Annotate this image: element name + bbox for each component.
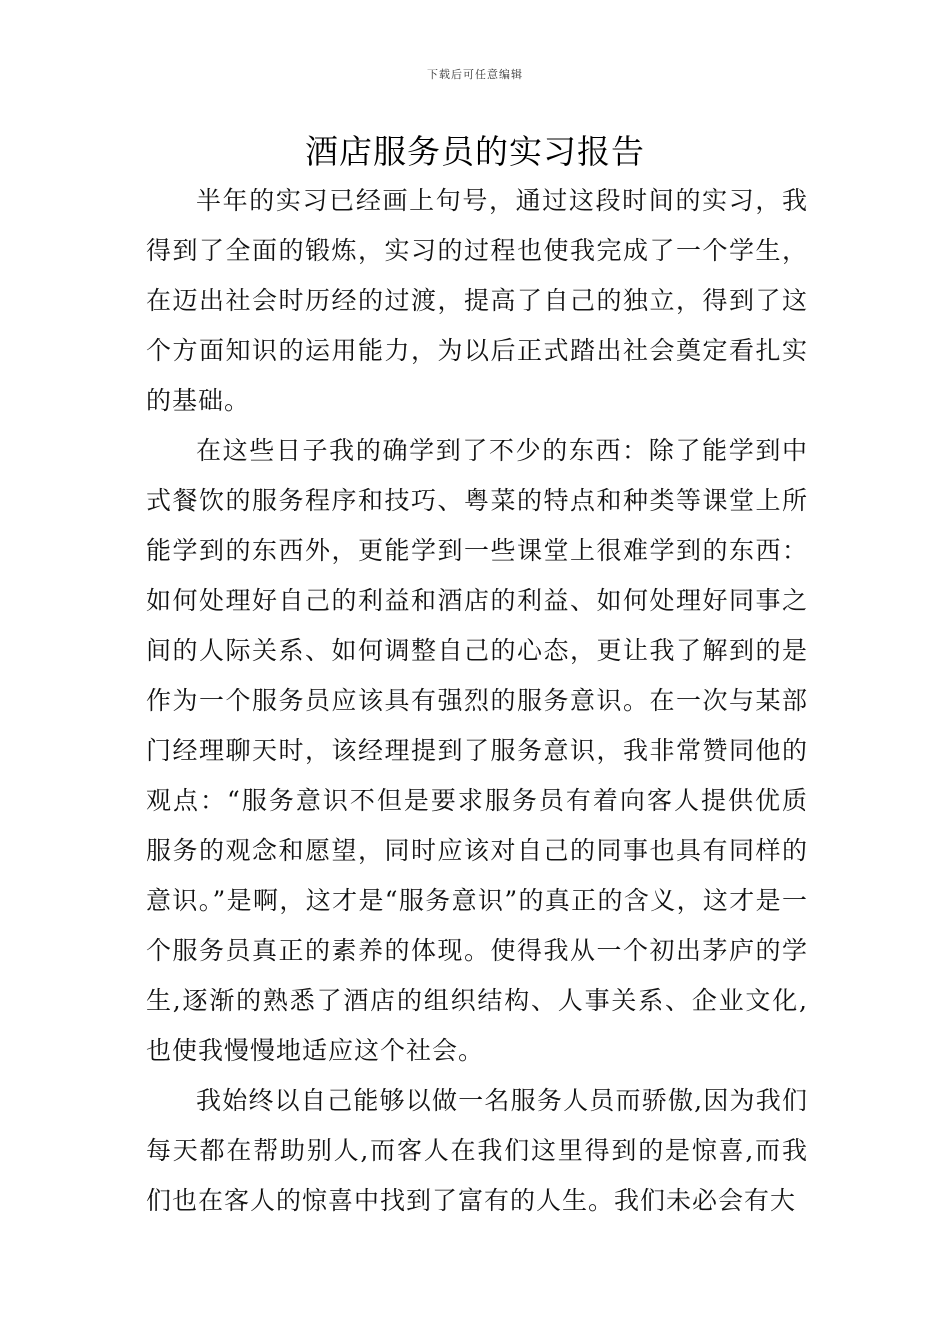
header-note: 下载后可任意编辑: [427, 68, 523, 81]
document-body: [146, 176, 808, 1226]
page-title: 酒店服务员的实习报告: [305, 132, 645, 171]
paragraph-3: 我始终以自己能够以做一名服务人员而骄傲,因为我们每天都在帮助别人,而客人在我们这里得到的是惊喜,而我们也在客人的惊喜中找到了富有的人生。我们未必会有大: [146, 1086, 808, 1215]
paragraph-2: 在这些日子我的确学到了不少的东西：除了能学到中式餐饮的服务程序和技巧、粤菜的特点和种类等课堂上所能学到的东西外，更能学到一些课堂上很难学到的东西：如何处理好自己的利益和酒店的利益、如何处理好同事之间的人际关系、如何调整自己的心态，更让我了解到的是作为一个服务员应该具有强烈的服务意识。在一次与某部门经理聊天时，该经理提到了服务意识，我非常赞同他的观点：“服务意识不但是要求服务员有着向客人提供优质服务的观念和愿望，同时应该对自己的同事也具有同样的意识。”是啊，这才是“服务意识”的真正的含义，这才是一个服务员真正的素养的体现。使得我从一个初出茅庐的学生,逐渐的熟悉了酒店的组织结构、人事关系、企业文化,也使我慢慢地适应这个社会。: [146, 436, 808, 1065]
paragraph-1: 半年的实习已经画上句号，通过这段时间的实习，我得到了全面的锻炼，实习的过程也使我完成了一个学生，在迈出社会时历经的过渡，提高了自己的独立，得到了这个方面知识的运用能力，为以后正式踏出社会奠定看扎实的基础。: [146, 186, 808, 415]
